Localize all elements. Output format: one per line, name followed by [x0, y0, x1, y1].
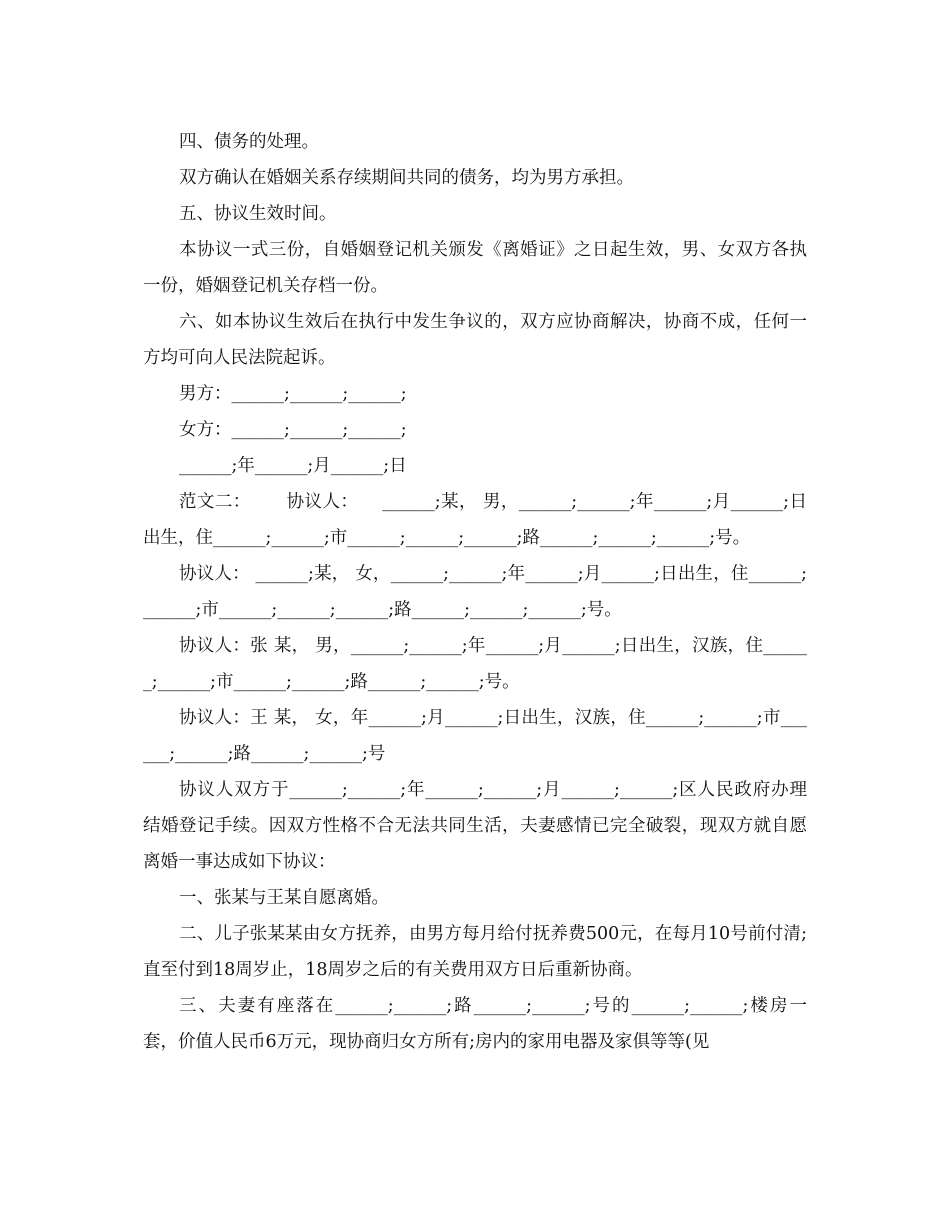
paragraph-debt-body: 双方确认在婚姻关系存续期间共同的债务，均为男方承担。	[179, 168, 634, 188]
signature-female: 女方：______;______;______;	[179, 420, 407, 440]
clause-two: 二、儿子张某某由女方抚养，由男方每月给付抚养费500元，在每月10号前付清;直至付到18周岁止，18周岁之后的有关费用双方日后重新协商。	[143, 924, 807, 980]
signature-male: 男方：______;______;______;	[179, 384, 407, 404]
paragraph-party-wang: 协议人：王 某， 女，年______;月______;日出生，汉族，住______;______;市______;______;路______;______;号	[143, 708, 807, 764]
paragraph-party-b: 协议人： ______;某， 女，______;______;年______;月______;日出生，住______;______;市______;______;______;路______;______;______;号。	[143, 564, 807, 620]
paragraph-effective-heading: 五、协议生效时间。	[179, 204, 337, 224]
paragraph-effective-body: 本协议一式三份，自婚姻登记机关颁发《离婚证》之日起生效，男、女双方各执一份，婚姻登记机关存档一份。	[143, 240, 807, 296]
clause-three: 三、夫妻有座落在______;______;路______;______;号的______;______;楼房一套，价值人民币6万元，现协商归女方所有;房内的家用电器及家俱等等(见	[143, 996, 807, 1052]
paragraph-sample-two-party-a: 范文二： 协议人： ______;某， 男，______;______;年______;月______;日出生，住______;______;市______;______;______;路______;______;______;号。	[143, 492, 807, 548]
document-body	[143, 124, 807, 1060]
clause-one: 一、张某与王某自愿离婚。	[179, 888, 389, 908]
paragraph-dispute: 六、如本协议生效后在执行中发生争议的，双方应协商解决，协商不成，任何一方均可向人民法院起诉。	[143, 312, 807, 368]
paragraph-marriage-registration: 协议人双方于______;______;年______;______;月______;______;区人民政府办理结婚登记手续。因双方性格不合无法共同生活，夫妻感情已完全破裂，现双方就自愿离婚一事达成如下协议：	[143, 780, 807, 872]
paragraph-party-zhang: 协议人：张 某， 男，______;______;年______;月______;日出生，汉族，住______;______;市______;______;路______;______;号。	[143, 636, 807, 692]
signature-date: ______;年______;月______;日	[179, 456, 407, 476]
paragraph-debt-heading: 四、债务的处理。	[179, 132, 319, 152]
